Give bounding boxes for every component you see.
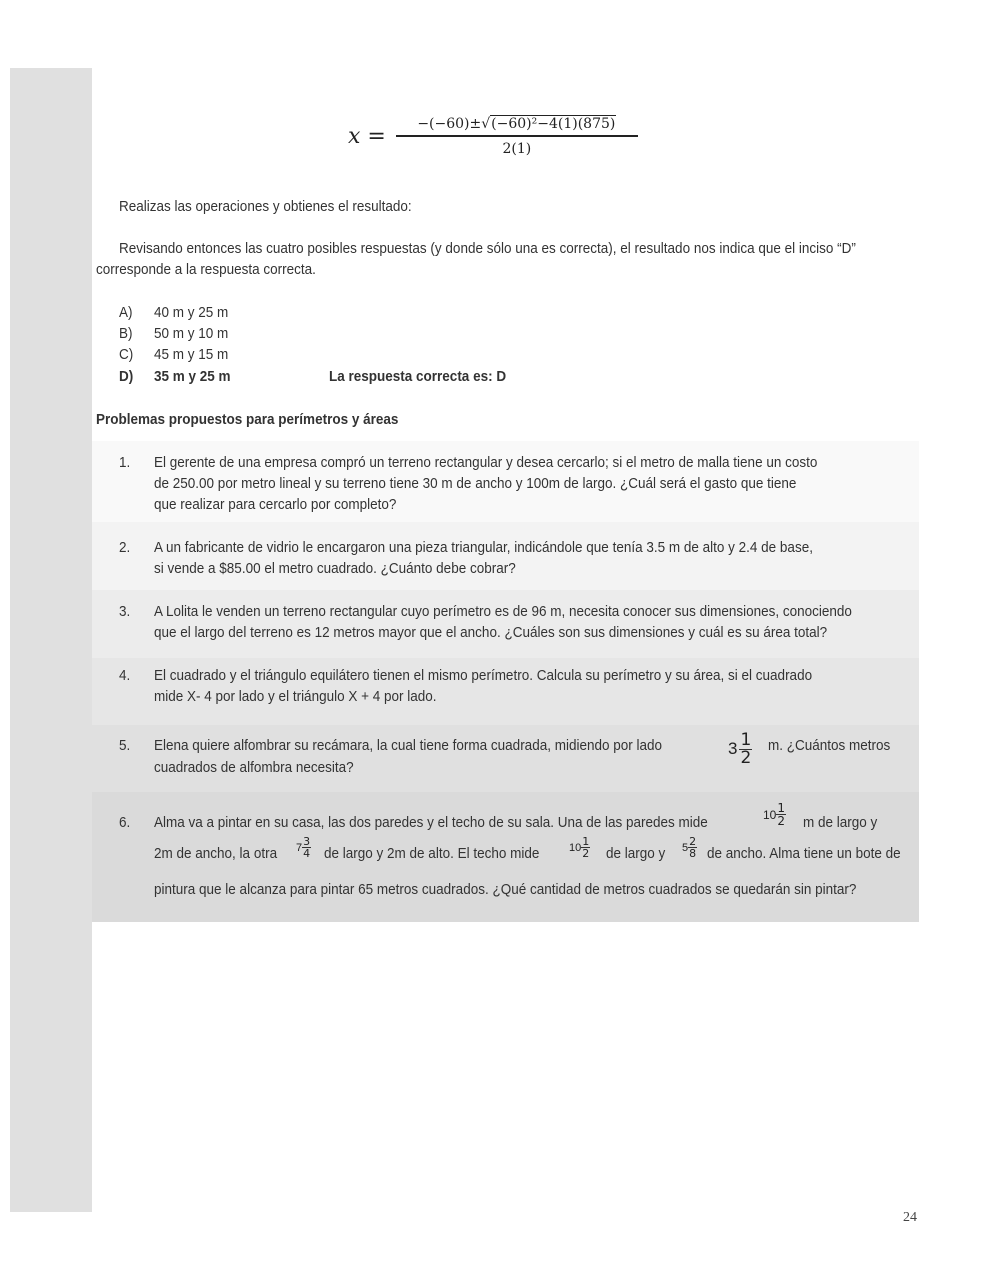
problem-6-fraction-1 bbox=[763, 802, 786, 827]
formula-lhs: x = bbox=[348, 123, 386, 149]
problem-6-f2-whole: 7 bbox=[296, 841, 303, 854]
problem-2-line-1: A un fabricante de vidrio le encargaron una pieza triangular, indicándole que tenía 3.5 m de alto y 2.4 de base, bbox=[154, 539, 813, 556]
problem-6-f1-frac bbox=[776, 802, 786, 827]
problem-6-f4-num: 2 bbox=[689, 835, 697, 848]
problem-2-number: 2. bbox=[119, 539, 131, 556]
problem-5-line-1b: m. ¿Cuántos metros bbox=[768, 737, 891, 754]
problem-6-fraction-3 bbox=[569, 836, 590, 859]
problem-4-line-2: mide X- 4 por lado y el triángulo X + 4 por lado. bbox=[154, 688, 437, 705]
problem-6-f4-frac bbox=[688, 836, 697, 859]
problem-1-number: 1. bbox=[119, 454, 131, 471]
problem-3-line-1: A Lolita le venden un terreno rectangular cuyo perímetro es de 96 m, necesita conocer sus dimensiones, conociendo bbox=[154, 603, 852, 620]
problem-6-line-2b: de largo y 2m de alto. El techo mide bbox=[324, 845, 540, 862]
problem-4-line-1: El cuadrado y el triángulo equilátero tienen el mismo perímetro. Calcula su perímetro y su área, si el cuadrado bbox=[154, 667, 813, 684]
formula-numerator: −(−60)±√(−60)²−4(1)(875) bbox=[417, 116, 616, 133]
problem-3-line-2: que el largo del terreno es 12 metros mayor que el ancho. ¿Cuáles son sus dimensiones y cuál es su área total? bbox=[154, 624, 828, 641]
section-title: Problemas propuestos para perímetros y áreas bbox=[96, 411, 399, 428]
problem-6-f2-num: 3 bbox=[303, 835, 311, 848]
correct-answer: La respuesta correcta es: D bbox=[329, 368, 507, 385]
option-letter-a: A) bbox=[119, 304, 133, 321]
left-margin-bar bbox=[10, 68, 92, 1212]
intro-paragraph-1: Realizas las operaciones y obtienes el resultado: bbox=[119, 198, 412, 215]
problem-5-line-1a: Elena quiere alfombrar su recámara, la cual tiene forma cuadrada, midiendo por lado bbox=[154, 737, 663, 754]
quadratic-formula bbox=[348, 110, 638, 162]
problem-3-number: 3. bbox=[119, 603, 131, 620]
problem-5-numerator: 1 bbox=[740, 729, 752, 750]
problem-6-line-2d: de ancho. Alma tiene un bote de bbox=[707, 845, 901, 862]
problem-2-line-2: si vende a $85.00 el metro cuadrado. ¿Cuánto debe cobrar? bbox=[154, 560, 516, 577]
problem-6-line-2a: 2m de ancho, la otra bbox=[154, 845, 278, 862]
problem-5-denominator: 2 bbox=[740, 747, 752, 768]
intro-paragraph-2-line-1: Revisando entonces las cuatro posibles respuestas (y donde sólo una es correcta), el resultado nos indica que el inciso “D” bbox=[119, 240, 856, 257]
problem-6-line-1a: Alma va a pintar en su casa, las dos paredes y el techo de su sala. Una de las paredes mide bbox=[154, 814, 708, 831]
problem-5-mixed-number bbox=[728, 727, 752, 771]
problem-6-f3-frac bbox=[581, 836, 590, 859]
problem-6-line-3: pintura que le alcanza para pintar 65 metros cuadrados. ¿Qué cantidad de metros cuadrados se quedarán sin pintar? bbox=[154, 881, 857, 898]
problem-6-f4-whole: 5 bbox=[682, 841, 689, 854]
problem-5-fraction bbox=[739, 729, 752, 768]
problem-5-number: 5. bbox=[119, 737, 131, 754]
option-letter-b: B) bbox=[119, 325, 133, 342]
problem-1-line-2: de 250.00 por metro lineal y su terreno tiene 30 m de ancho y 100m de largo. ¿Cuál será el gasto que tiene bbox=[154, 475, 797, 492]
problem-6-fraction-4 bbox=[682, 836, 697, 859]
problem-6-f3-den: 2 bbox=[582, 847, 590, 860]
problem-5-whole: 3 bbox=[728, 739, 738, 758]
problem-6-f1-num: 1 bbox=[777, 801, 785, 815]
problem-6-fraction-2 bbox=[296, 836, 311, 859]
problem-4-number: 4. bbox=[119, 667, 131, 684]
option-text-c: 45 m y 15 m bbox=[154, 346, 229, 363]
problem-1-line-3: que realizar para cercarlo por completo? bbox=[154, 496, 397, 513]
problem-1-line-1: El gerente de una empresa compró un terreno rectangular y desea cercarlo; si el metro de malla tiene un costo bbox=[154, 454, 818, 471]
formula-numerator-prefix: −(−60)± bbox=[417, 116, 482, 133]
formula-denominator: 2(1) bbox=[502, 140, 532, 157]
problem-6-f1-whole: 10 bbox=[763, 807, 777, 822]
problem-6-f3-num: 1 bbox=[582, 835, 590, 848]
problem-6-line-2c: de largo y bbox=[606, 845, 666, 862]
option-text-d: 35 m y 25 m bbox=[154, 368, 231, 385]
problem-6-f1-den: 2 bbox=[777, 814, 785, 828]
formula-sqrt: (−60)²−4(1)(875) bbox=[491, 116, 616, 133]
option-letter-d: D) bbox=[119, 368, 134, 385]
page-number: 24 bbox=[903, 1210, 917, 1225]
problem-6-f4-den: 8 bbox=[689, 847, 697, 860]
problem-6-number: 6. bbox=[119, 814, 131, 831]
problem-6-line-1b: m de largo y bbox=[803, 814, 878, 831]
problem-6-f2-frac bbox=[302, 836, 311, 859]
formula-fraction bbox=[396, 115, 638, 157]
option-letter-c: C) bbox=[119, 346, 134, 363]
option-text-b: 50 m y 10 m bbox=[154, 325, 229, 342]
intro-paragraph-2-line-2: corresponde a la respuesta correcta. bbox=[96, 261, 316, 278]
problem-6-f2-den: 4 bbox=[303, 847, 311, 860]
problem-5-line-2: cuadrados de alfombra necesita? bbox=[154, 759, 354, 776]
option-text-a: 40 m y 25 m bbox=[154, 304, 229, 321]
problem-6-f3-whole: 10 bbox=[569, 841, 582, 854]
